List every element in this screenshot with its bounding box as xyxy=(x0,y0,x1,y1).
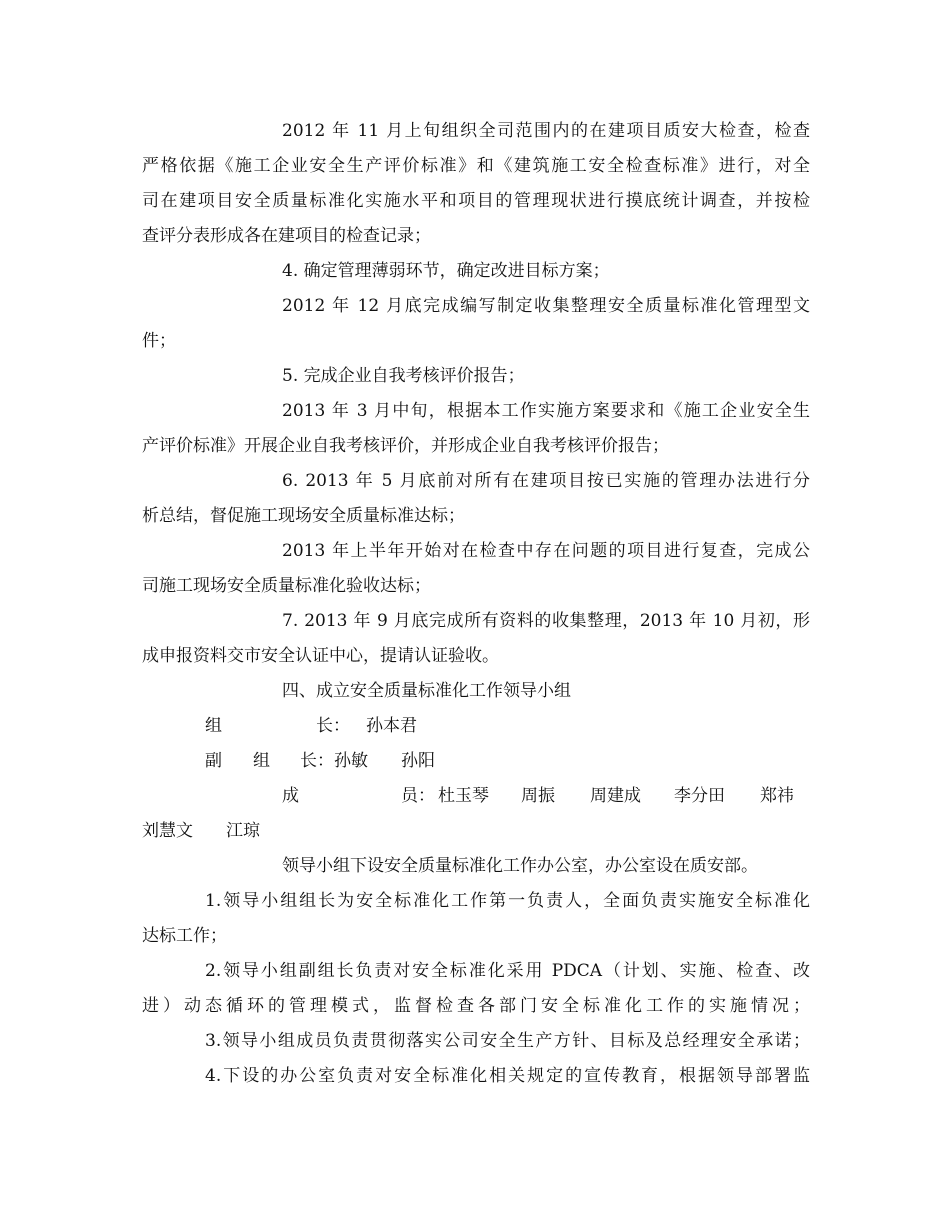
leader-label-2: 长： xyxy=(316,716,350,736)
list-item: 5. 完成企业自我考核评价报告； xyxy=(282,366,525,386)
paragraph-line: 件； xyxy=(142,331,176,351)
paragraph-line: 成申报资料交市安全认证中心，提请认证验收。 xyxy=(142,646,499,666)
list-item: 4. 确定管理薄弱环节，确定改进目标方案； xyxy=(282,261,610,281)
paragraph-line: 司在建项目安全质量标准化实施水平和项目的管理现状进行摸底统计调查，并按检 xyxy=(142,191,810,211)
vice-label-3: 长： xyxy=(300,751,334,771)
paragraph-line: 2012 年 12 月底完成编写制定收集整理安全质量标准化管理型文 xyxy=(282,296,810,316)
duty-item: 4.下设的办公室负责对安全标准化相关规定的宣传教育，根据领导部署监 xyxy=(205,1066,810,1086)
member-name: 杜玉琴 xyxy=(438,786,489,806)
paragraph-line: 进）动态循环的管理模式，监督检查各部门安全标准化工作的实施情况； xyxy=(142,996,810,1016)
duty-item: 2.领导小组副组长负责对安全标准化采用 PDCA（计划、实施、检查、改 xyxy=(205,961,810,981)
member-name: 周振 xyxy=(521,786,555,806)
leader-name: 孙本君 xyxy=(366,716,417,736)
paragraph-line: 2013 年上半年开始对在检查中存在问题的项目进行复查，完成公 xyxy=(282,541,810,561)
section-heading: 四、成立安全质量标准化工作领导小组 xyxy=(282,681,571,701)
list-item: 7. 2013 年 9 月底完成所有资料的收集整理，2013 年 10 月初，形 xyxy=(282,611,810,631)
member-label-1: 成 xyxy=(282,786,299,806)
paragraph-line: 查评分表形成各在建项目的检查记录； xyxy=(142,226,431,246)
vice-label-1: 副 xyxy=(205,751,222,771)
paragraph-line: 2013 年 3 月中旬，根据本工作实施方案要求和《施工企业安全生 xyxy=(282,401,810,421)
member-name: 李分田 xyxy=(674,786,725,806)
member-name: 刘慧文 xyxy=(142,821,193,841)
paragraph-line: 产评价标准》开展企业自我考核评价，并形成企业自我考核评价报告； xyxy=(142,436,669,456)
vice-name: 孙敏 xyxy=(334,751,368,771)
vice-name: 孙阳 xyxy=(401,751,435,771)
paragraph-line: 析总结，督促施工现场安全质量标准达标； xyxy=(142,506,465,526)
paragraph-line: 司施工现场安全质量标准化验收达标； xyxy=(142,576,431,596)
member-name: 周建成 xyxy=(590,786,641,806)
duty-item: 1.领导小组组长为安全标准化工作第一负责人，全面负责实施安全标准化 xyxy=(205,891,810,911)
duty-item: 3.领导小组成员负责贯彻落实公司安全生产方针、目标及总经理安全承诺； xyxy=(205,1031,810,1051)
member-name: 郑祎 xyxy=(760,786,794,806)
paragraph-line: 严格依据《施工企业安全生产评价标准》和《建筑施工安全检查标准》进行，对全 xyxy=(142,156,810,176)
leader-label-1: 组 xyxy=(205,716,222,736)
paragraph-line: 2012 年 11 月上旬组织全司范围内的在建项目质安大检查，检查 xyxy=(282,121,810,141)
list-item: 6. 2013 年 5 月底前对所有在建项目按已实施的管理办法进行分 xyxy=(282,471,810,491)
paragraph-line: 达标工作； xyxy=(142,926,227,946)
vice-label-2: 组 xyxy=(253,751,270,771)
member-name: 江琼 xyxy=(226,821,260,841)
office-note: 领导小组下设安全质量标准化工作办公室，办公室设在质安部。 xyxy=(282,856,758,876)
member-label-2: 员： xyxy=(401,786,435,806)
